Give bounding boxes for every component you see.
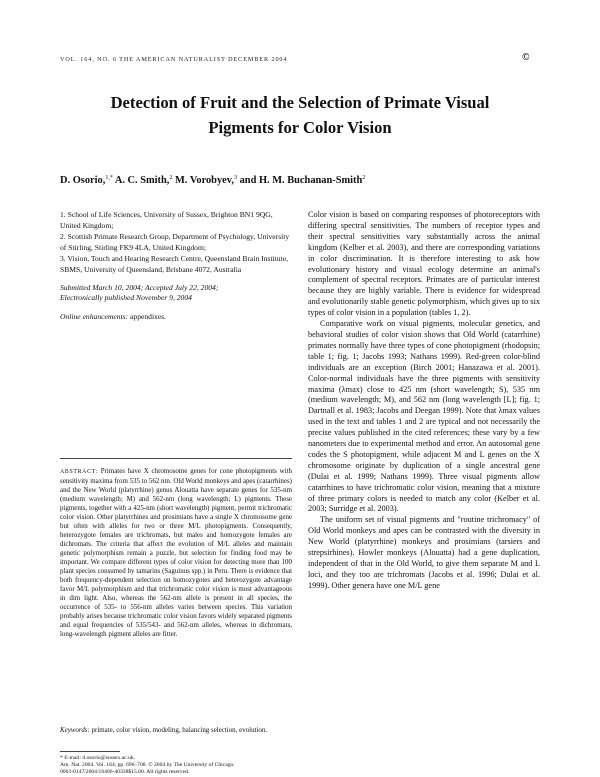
keywords-text: primate, color vision, modeling, balancing selection, evolution. xyxy=(89,726,268,734)
enhancements-label: Online enhancements: xyxy=(60,311,129,321)
author-affiliation-mark: 2 xyxy=(169,175,173,181)
author-name: and H. M. Buchanan-Smith xyxy=(237,175,363,186)
online-enhancements xyxy=(60,312,292,323)
affiliation: 3. Vision, Touch and Hearing Research Centre, Queensland Brain Institute, SBMS, University of Queensland, Brisbane 4072, Australia xyxy=(60,254,288,274)
published-date: Electronically published November 9, 2004 xyxy=(60,293,192,303)
author-list xyxy=(60,175,540,186)
right-column xyxy=(308,210,540,592)
enhancements-value: appendixes. xyxy=(128,311,167,321)
footnote-email: * E-mail: d.osorio@sussex.ac.uk. xyxy=(60,755,136,761)
keywords xyxy=(60,726,292,735)
article-title xyxy=(60,90,540,140)
keywords-label: Keywords: xyxy=(60,726,90,734)
footnote-issn: 0003-0147/2004/16406-40338$15.00. All rights reserved. xyxy=(60,769,190,776)
abstract-text: Primates have X chromosome genes for cone photopigments with sensitivity maxima from 535 to 562 nm. Old World monkeys and apes (catarrhines) and the New World (platyrrhine) genus Alouatta have separate genes for 535-nm (medium wavelength; M) and 562-nm (long wavelength; L) pigments. These pigments, together with a 425-nm (short wavelength) pigment, permit trichromatic color vision. Other platyrrhines and prosimians have a single X chromosome gene but often with alleles for two or three M/L photopigments. Consequently, heterozygote females are trichromats, but males and homozygote females are dichromats. The criteria that affect the evolution of M/L alleles and maintain genetic polymorphism remain a puzzle, but selection for finding food may be important. We compare different types of color vision for detecting more than 100 plant species consumed by tamarins (Saguinus spp.) in Peru. There is evidence that both frequency-dependent selection on homozygotes and heterozygote advantage favor M/L polymorphism and that trichromatic color vision is most advantageous in dim light. Also, whereas the 562-nm allele is present in all species, the occurrence of 535- to 556-nm alleles varies between species. This variation probably arises because trichromatic color vision favors widely separated pigments and equal frequencies of 535/543- and 562-nm alleles, whereas in dichromats, long-wavelength pigment alleles are fitter. xyxy=(60,467,292,638)
footnote-citation: Am. Nat. 2004. Vol. 164, pp. 696–708. © 2004 by The University of Chicago. xyxy=(60,762,235,769)
title-line-2: Pigments for Color Vision xyxy=(208,118,392,137)
abstract-label: ABSTRACT: xyxy=(60,469,98,475)
submission-dates xyxy=(60,283,292,304)
author-name: D. Osorio, xyxy=(60,175,106,186)
author-name: A. C. Smith, xyxy=(112,175,170,186)
submitted-date: Submitted March 10, 2004; Accepted July 22, 2004; xyxy=(60,282,219,292)
left-column xyxy=(60,210,292,322)
body-paragraph: The uniform set of visual pigments and "routine trichromacy" of Old World monkeys and apes can be contrasted with the diversity in New World (platyrrhine) monkeys and prosimians (tarsiers and strepsirhines). Howler monkeys (Alouatta) had a gene duplication, independent of that in the Old World, to give them separate M and L loci, and they too are trichromats (Jacobs et al. 1996; Dulai et al. 1999). Other genera have one M/L gene xyxy=(308,515,540,590)
title-line-1: Detection of Fruit and the Selection of Primate Visual xyxy=(110,93,490,112)
author-affiliation-mark: 1,* xyxy=(105,175,113,181)
copyright-icon: © xyxy=(522,52,530,63)
abstract-divider xyxy=(60,458,292,459)
body-paragraph: Color vision is based on comparing responses of photoreceptors with differing spectral sensitivities. The numbers of receptor types and their spectral sensitivities vary substantially across the animal kingdom (Kelber et al. 2003), and there are corresponding variations in color discrimination. It is therefore interesting to ask how evolutionary history and visual ecology determine an animal's complement of spectral receptors. Primates are of particular interest because they are highly variable. There is evidence for widespread and evolutionarily stable genetic polymorphism, which gives up to six types of color vision in a population (tables 1, 2). xyxy=(308,210,540,318)
body-paragraph: Comparative work on visual pigments, molecular genetics, and behavioral studies of color vision shows that Old World (catarrhine) primates normally have three types of cone photopigment (rhodopsin; table 1; fig. 1; Jacobs 1993; Nathans 1999). Red-green color-blind individuals are an exception (Birch 2001; Hanazawa et al. 2001). Color-normal individuals have the three pigments with sensitivity maxima (λmax) close to 425 nm (short wavelength; S), 535 nm (medium wavelength; M), and 562 nm (long wavelength [L]; fig. 1; Dartnall et al. 1983; Jacobs and Deegan 1999). Note that λmax values used in the text and tables 1 and 2 are typical and not necessarily the precise values published in the cited references; these vary by a few nanometers due to experimental method and error. An autosomal gene codes the S photopigment, while adjacent M and L genes on the X chromosome originate by duplication of a single ancestral gene (Dulai et al. 1999; Nathans 1999). Three visual pigments allow catarrhines to have trichromatic color vision, meaning that a mixture of three primary colors is needed to match any color (Kelber et al. 2003; Surridge et al. 2003). xyxy=(308,319,540,514)
author-affiliation-mark: 3 xyxy=(234,175,237,181)
author-affiliation-mark: 2 xyxy=(362,175,366,181)
abstract xyxy=(60,467,292,639)
running-head: VOL. 164, NO. 6 THE AMERICAN NATURALIST DECEMBER 2004 xyxy=(60,56,288,63)
author-name: M. Vorobyev, xyxy=(172,175,234,186)
footnotes xyxy=(60,755,292,777)
affiliation: 2. Scottish Primate Research Group, Department of Psychology, University of Stirling, Stirling FK9 4LA, United Kingdom; xyxy=(60,232,290,252)
affiliation: 1. School of Life Sciences, University of Sussex, Brighton BN1 9QG, United Kingdom; xyxy=(60,210,273,230)
footnote-divider xyxy=(60,751,120,752)
